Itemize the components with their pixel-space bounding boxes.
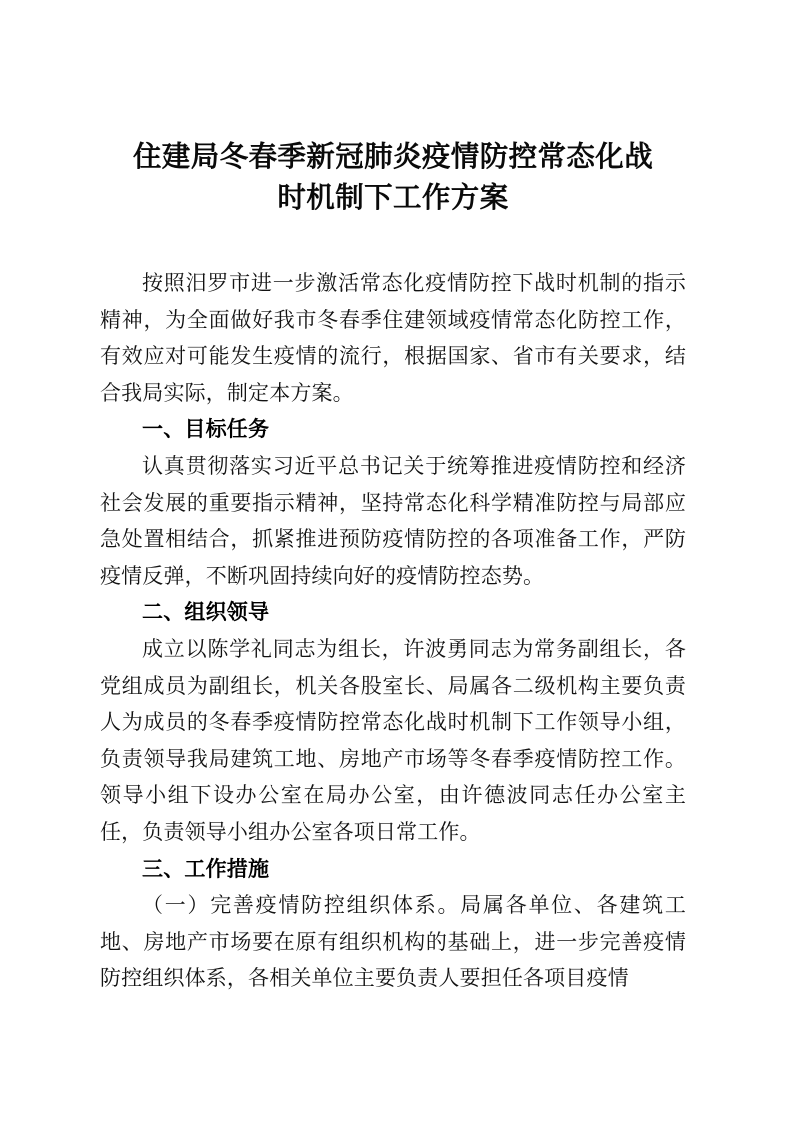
section-heading-1: 一、目标任务 xyxy=(142,417,270,442)
page-title-line-2: 时机制下工作方案 xyxy=(277,181,509,214)
section-heading-2: 二、组织领导 xyxy=(142,600,270,625)
section-3-paragraph-1: （一）完善疫情防控组织体系。局属各单位、各建筑工地、房地产市场要在原有组织机构的基础上，进一步完善疫情防控组织体系，各相关单位主要负责人要担任各项目疫情 xyxy=(100,893,686,991)
document-body xyxy=(100,265,686,997)
section-heading-3: 三、工作措施 xyxy=(142,856,270,881)
section-1-paragraph-1: 认真贯彻落实习近平总书记关于统筹推进疫情防控和经济社会发展的重要指示精神，坚持常态化科学精准防控与局部应急处置相结合，抓紧推进预防疫情防控的各项准备工作，严防疫情反弹，不断巩固持续向好的疫情防控态势。 xyxy=(100,453,686,588)
page-title-line-1: 住建局冬春季新冠肺炎疫情防控常态化战 xyxy=(132,140,654,173)
intro-paragraph: 按照汨罗市进一步激活常态化疫情防控下战时机制的指示精神，为全面做好我市冬春季住建领域疫情常态化防控工作，有效应对可能发生疫情的流行，根据国家、省市有关要求，结合我局实际，制定本方案。 xyxy=(100,271,686,405)
section-2-paragraph-1: 成立以陈学礼同志为组长，许波勇同志为常务副组长，各党组成员为副组长，机关各股室长、局属各二级机构主要负责人为成员的冬春季疫情防控常态化战时机制下工作领导小组，负责领导我局建筑工地、房地产市场等冬春季疫情防控工作。领导小组下设办公室在局办公室，由许德波同志任办公室主任，负责领导小组办公室各项日常工作。 xyxy=(100,636,686,844)
page-title xyxy=(100,0,686,218)
document-content-column xyxy=(100,0,686,997)
